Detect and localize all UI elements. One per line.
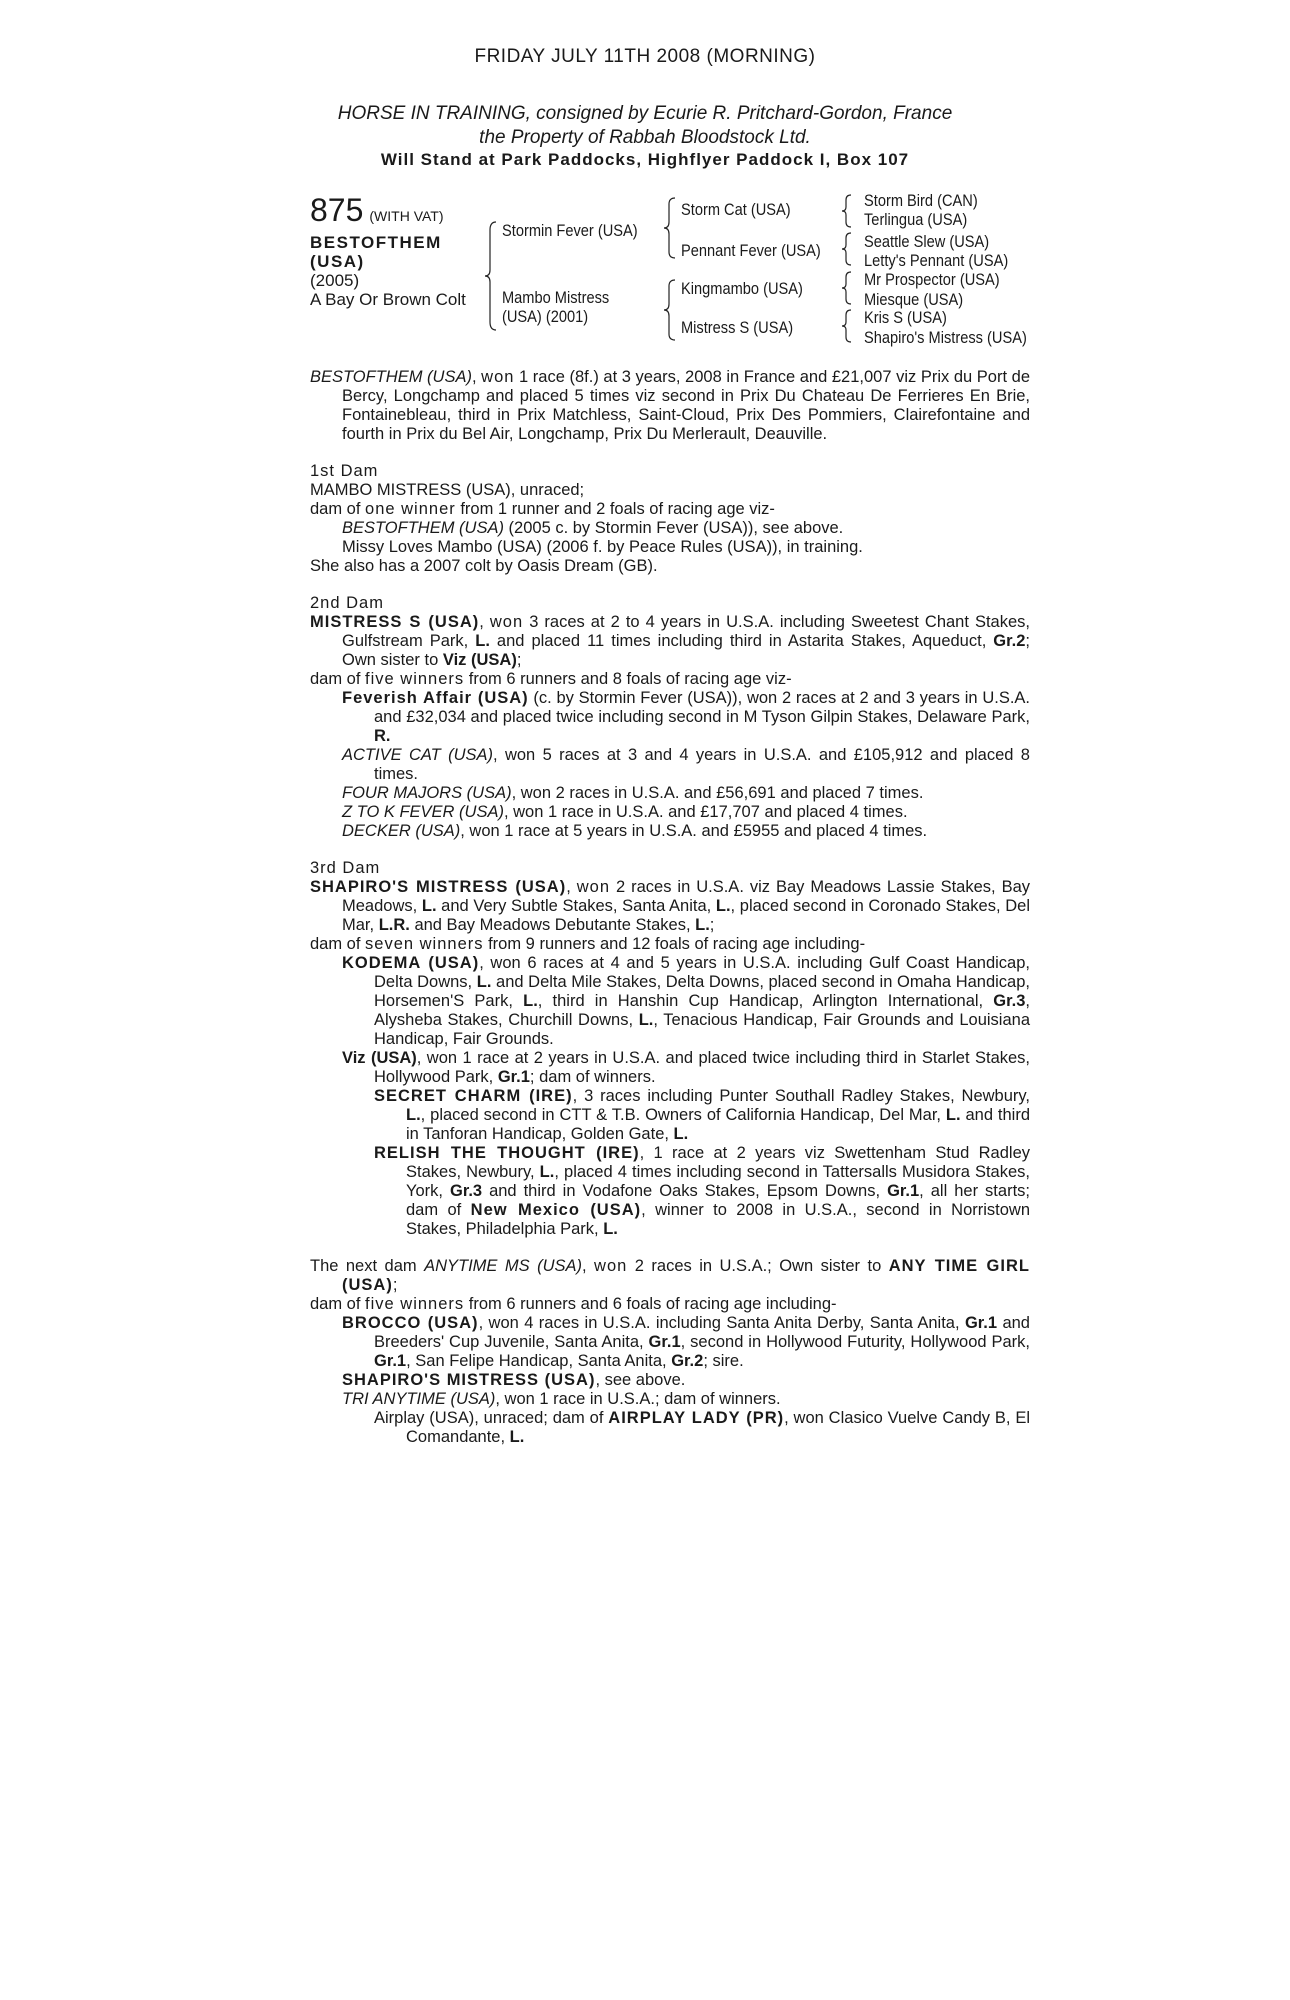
vat-note: (WITH VAT) — [369, 208, 444, 224]
dam1-offspring-2: Missy Loves Mambo (USA) (2006 f. by Peace Rules (USA)), in training. — [342, 538, 863, 556]
dam1-name: MAMBO MISTRESS (USA), unraced; — [310, 481, 585, 499]
pedigree-sire-dam: Pennant Fever (USA) — [681, 241, 821, 260]
next-dam-offspring-brocco: BROCCO (USA), won 4 races in U.S.A. including Santa Anita Derby, Santa Anita, Gr.1 and Breeders' Cup Juvenile, Santa Anita, Gr.1, second in Hollywood Futurity, Hollywood Park, Gr.1, San Felipe Handicap, Santa Anita, Gr.2; sire. — [342, 1314, 1030, 1370]
pedigree-grand-1: Storm Bird (CAN) — [864, 191, 978, 210]
next-dam-produce-summary: dam of five winners from 6 runners and 6 foals of racing age including- — [310, 1295, 837, 1313]
pedigree-dam: Mambo Mistress (USA) (2001) — [502, 288, 610, 326]
dam1-offspring-1: BESTOFTHEM (USA) (2005 c. by Stormin Fever (USA)), see above. — [342, 519, 844, 537]
dam3-produce-summary: dam of seven winners from 9 runners and 12 foals of racing age including- — [310, 935, 866, 953]
dam2-offspring-3: FOUR MAJORS (USA), won 2 races in U.S.A. and £56,691 and placed 7 times. — [342, 784, 924, 802]
dam2-offspring-2: ACTIVE CAT (USA), won 5 races at 3 and 4 years in U.S.A. and £105,912 and placed 8 times. — [342, 746, 1030, 783]
viz-offspring-relish-the-thought: RELISH THE THOUGHT (IRE), 1 race at 2 years viz Swettenham Stud Radley Stakes, Newbury, L., placed 4 times including second in Tattersalls Musidora Stakes, York, Gr.3 and third in Vodafone Oaks Stakes, Epsom Downs, Gr.1, all her starts; dam of New Mexico (USA), winner to 2008 in U.S.A., second in Norristown Stakes, Philadelphia Park, L. — [374, 1144, 1031, 1238]
pedigree-brace-dam — [663, 278, 677, 342]
dam2-heading: 2nd Dam — [310, 594, 384, 612]
pedigree-grand-8: Shapiro's Mistress (USA) — [864, 328, 1027, 347]
catalogue-body — [310, 368, 1030, 1447]
dam3-offspring-kodema: KODEMA (USA), won 6 races at 4 and 5 years in U.S.A. including Gulf Coast Handicap, Delta Downs, L. and Delta Mile Stakes, Delta Downs, placed second in Omaha Handicap, Horsemen'S Park, L., third in Hanshin Cup Handicap, Arlington International, Gr.3, Alysheba Stakes, Churchill Downs, L., Tenacious Handicap, Fair Grounds and Louisiana Handicap, Fair Grounds. — [342, 954, 1030, 1048]
dam3-offspring-viz: Viz (USA), won 1 race at 2 years in U.S.A. and placed twice including third in Starlet Stakes, Hollywood Park, Gr.1; dam of winners. — [342, 1049, 1031, 1086]
pedigree-dam-dam: Mistress S (USA) — [681, 318, 794, 337]
next-dam-offspring-shapiros-mistress: SHAPIRO'S MISTRESS (USA), see above. — [342, 1371, 686, 1389]
dam2-offspring-5: DECKER (USA), won 1 race at 5 years in U.S.A. and £5955 and placed 4 times. — [342, 822, 928, 840]
pedigree-grand-7: Kris S (USA) — [864, 308, 947, 327]
pedigree-grand-2: Terlingua (USA) — [864, 210, 968, 229]
horse-description: A Bay Or Brown Colt — [310, 290, 466, 309]
dam1-also-note: She also has a 2007 colt by Oasis Dream (GB). — [310, 557, 658, 575]
next-dam-offspring-tri-anytime: TRI ANYTIME (USA), won 1 race in U.S.A.; dam of winners. — [342, 1390, 781, 1408]
pedigree-grand-3: Seattle Slew (USA) — [864, 232, 990, 251]
viz-offspring-secret-charm: SECRET CHARM (IRE), 3 races including Punter Southall Radley Stakes, Newbury, L., placed second in CTT & T.B. Owners of California Handicap, Del Mar, L. and third in Tanforan Handicap, Golden Gate, L. — [374, 1087, 1031, 1143]
lot-number-value: 875 — [310, 192, 364, 228]
pedigree-grand-6: Miesque (USA) — [864, 290, 964, 309]
property-line: the Property of Rabbah Bloodstock Ltd. — [479, 127, 811, 148]
pedigree-brace-g2 — [841, 231, 853, 267]
pedigree-brace-g4 — [841, 308, 853, 344]
pedigree-grand-4: Letty's Pennant (USA) — [864, 251, 1009, 270]
horse-year: (2005) — [310, 271, 360, 290]
dam2-offspring-4: Z TO K FEVER (USA), won 1 race in U.S.A. and £17,707 and placed 4 times. — [342, 803, 908, 821]
lot-number — [310, 192, 444, 229]
consignment-line: HORSE IN TRAINING, consigned by Ecurie R. Pritchard-Gordon, France — [337, 103, 953, 124]
pedigree-dam-sire: Kingmambo (USA) — [681, 279, 803, 298]
sale-date: FRIDAY JULY 11TH 2008 (MORNING) — [474, 46, 816, 67]
pedigree-grand-5: Mr Prospector (USA) — [864, 270, 1000, 289]
dam3-heading: 3rd Dam — [310, 859, 381, 877]
pedigree-sire: Stormin Fever (USA) — [502, 221, 638, 240]
dam2-produce-summary: dam of five winners from 6 runners and 8 foals of racing age viz- — [310, 670, 792, 688]
next-dam-record: The next dam ANYTIME MS (USA), won 2 races in U.S.A.; Own sister to ANY TIME GIRL (USA); — [310, 1257, 1030, 1294]
dam3-record: SHAPIRO'S MISTRESS (USA), won 2 races in U.S.A. viz Bay Meadows Lassie Stakes, Bay Meadows, L. and Very Subtle Stakes, Santa Anita, L., placed second in Coronado Stakes, Del Mar, L.R. and Bay Meadows Debutante Stakes, L.; — [310, 878, 1031, 934]
pedigree-brace-g3 — [841, 270, 853, 306]
tri-anytime-offspring-airplay: Airplay (USA), unraced; dam of AIRPLAY LADY (PR), won Clasico Vuelve Candy B, El Comandante, L. — [374, 1409, 1030, 1446]
dam2-offspring-1: Feverish Affair (USA) (c. by Stormin Fever (USA)), won 2 races at 2 and 3 years in U.S.A. and £32,034 and placed twice including second in M Tyson Gilpin Stakes, Delaware Park, R. — [342, 689, 1030, 745]
race-record: BESTOFTHEM (USA), won 1 race (8f.) at 3 years, 2008 in France and £21,007 viz Prix du Port de Bercy, Longchamp and placed 5 times viz second in Prix Du Chateau De Ferrieres En Brie, Fontainebleau, third in Prix Matchless, Saint-Cloud, Prix Des Pommiers, Clairefontaine and fourth in Prix du Bel Air, Longchamp, Prix Du Merlerault, Deauville. — [310, 368, 1030, 443]
dam1-produce-summary: dam of one winner from 1 runner and 2 foals of racing age viz- — [310, 500, 775, 518]
dam1-heading: 1st Dam — [310, 462, 379, 480]
horse-name: BESTOFTHEM (USA) — [310, 233, 442, 271]
dam2-record: MISTRESS S (USA), won 3 races at 2 to 4 years in U.S.A. including Sweetest Chant Stakes, Gulfstream Park, L. and placed 11 times including third in Astarita Stakes, Aqueduct, Gr.2; Own sister to Viz (USA); — [310, 613, 1030, 669]
pedigree-brace-g1 — [841, 193, 853, 229]
pedigree-sire-sire: Storm Cat (USA) — [681, 200, 791, 219]
pedigree-brace-main — [484, 220, 498, 332]
stand-line: Will Stand at Park Paddocks, Highflyer Paddock I, Box 107 — [380, 150, 910, 169]
pedigree-brace-sire — [663, 196, 677, 260]
